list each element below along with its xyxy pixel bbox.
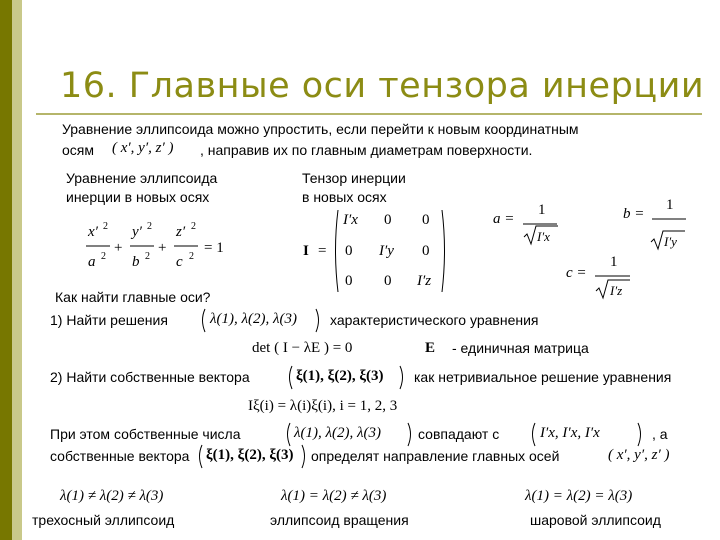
conclusion-line1-start: При этом собственные числа bbox=[50, 426, 241, 442]
tensor-label-2: в новых осях bbox=[302, 189, 387, 205]
step2-suffix: как нетривиальное решение уравнения bbox=[414, 369, 672, 385]
ellipsoid-label-1: Уравнение эллипсоида bbox=[66, 170, 218, 186]
c-den: I′z bbox=[610, 283, 623, 298]
cell-2-3: 0 bbox=[422, 243, 430, 259]
question: Как найти главные оси? bbox=[55, 289, 211, 305]
paren-left-5 bbox=[200, 445, 203, 468]
step2-vectors: ξ(1), ξ(2), ξ(3) bbox=[296, 368, 384, 384]
intro-axes: ( x′, y′, z′ ) bbox=[112, 140, 174, 156]
equals-one: = 1 bbox=[204, 240, 224, 256]
conclusion-line1-end: , а bbox=[652, 426, 668, 442]
matrix-left-bracket bbox=[336, 210, 339, 292]
step1-label: 1) Найти решения bbox=[50, 312, 168, 328]
case-1-formula: λ(1) ≠ λ(2) ≠ λ(3) bbox=[60, 488, 164, 504]
case-2-label: эллипсоид вращения bbox=[270, 512, 409, 528]
case-1-label: трехосный эллипсоид bbox=[32, 512, 175, 528]
exp-y: 2 bbox=[147, 221, 152, 232]
characteristic-equation: det ( I − λE ) = 0 bbox=[252, 340, 353, 356]
cell-3-1: 0 bbox=[345, 273, 353, 289]
c-lhs: c = bbox=[566, 265, 587, 281]
b-lhs: b = bbox=[623, 206, 645, 222]
conclusion-coincide: совпадают с bbox=[418, 426, 500, 442]
step2-label: 2) Найти собственные вектора bbox=[50, 369, 250, 385]
c-num: 1 bbox=[610, 254, 618, 270]
cell-2-1: 0 bbox=[345, 243, 353, 259]
paren-right-3 bbox=[408, 423, 411, 446]
case-3-formula: λ(1) = λ(2) = λ(3) bbox=[525, 488, 633, 504]
conclusion-axes: ( x′, y′, z′ ) bbox=[608, 447, 670, 463]
conclusion-moments: I′x, I′x, I′x bbox=[540, 425, 600, 441]
tensor-I: I bbox=[303, 243, 309, 259]
paren-left-3 bbox=[288, 423, 291, 446]
numerator-x: x′ bbox=[88, 224, 98, 240]
numerator-y: y′ bbox=[132, 224, 142, 240]
a-den: I′x bbox=[537, 229, 550, 244]
paren-right-1 bbox=[316, 309, 319, 332]
paren-left-1 bbox=[203, 309, 206, 332]
denominator-a: a bbox=[88, 254, 96, 270]
intro-line1: Уравнение эллипсоида можно упростить, если перейти к новым координатным bbox=[62, 121, 579, 137]
b-den: I′y bbox=[664, 234, 677, 249]
plus-1: + bbox=[114, 240, 123, 256]
conclusion-line2-start: собственные вектора bbox=[50, 448, 190, 464]
exp-c: 2 bbox=[189, 251, 194, 262]
case-2-formula: λ(1) = λ(2) ≠ λ(3) bbox=[281, 488, 387, 504]
plus-2: + bbox=[158, 240, 167, 256]
cell-1-1: I′x bbox=[343, 212, 358, 228]
cell-3-2: 0 bbox=[384, 273, 392, 289]
exp-b: 2 bbox=[145, 251, 150, 262]
conclusion-lambdas: λ(1), λ(2), λ(3) bbox=[294, 425, 381, 441]
numerator-z: z′ bbox=[176, 224, 186, 240]
unit-matrix-E: E bbox=[425, 340, 436, 356]
step1-suffix: характеристического уравнения bbox=[330, 312, 539, 328]
intro-line2-end: , направив их по главным диаметрам поверхности. bbox=[200, 142, 533, 158]
cell-2-2: I′y bbox=[379, 243, 394, 259]
eigen-equation: Iξ(i) = λ(i)ξ(i), i = 1, 2, 3 bbox=[248, 398, 398, 414]
tensor-equals: = bbox=[318, 243, 327, 259]
radical-c bbox=[596, 280, 630, 298]
cell-1-3: 0 bbox=[422, 212, 430, 228]
exp-a: 2 bbox=[101, 251, 106, 262]
a-num: 1 bbox=[538, 202, 546, 218]
a-lhs: a = bbox=[493, 211, 515, 227]
exp-x: 2 bbox=[103, 221, 108, 232]
paren-left-4 bbox=[533, 423, 536, 446]
denominator-b: b bbox=[132, 254, 140, 270]
cell-1-2: 0 bbox=[384, 212, 392, 228]
paren-right-2 bbox=[400, 366, 403, 389]
radical-b bbox=[651, 231, 685, 249]
matrix-right-bracket bbox=[442, 210, 445, 292]
case-3-label: шаровой эллипсоид bbox=[530, 512, 661, 528]
cell-3-3: I′z bbox=[417, 273, 432, 289]
intro-line2-start: осям bbox=[62, 142, 94, 158]
slide-title: 16. Главные оси тензора инерции bbox=[60, 66, 705, 106]
paren-right-5 bbox=[302, 445, 305, 468]
tensor-label-1: Тензор инерции bbox=[302, 170, 406, 186]
paren-right-4 bbox=[638, 423, 641, 446]
conclusion-vectors: ξ(1), ξ(2), ξ(3) bbox=[206, 447, 294, 463]
b-num: 1 bbox=[666, 197, 674, 213]
conclusion-line2-mid: определят направление главных осей bbox=[311, 448, 560, 464]
radical-a bbox=[524, 226, 558, 244]
ellipsoid-label-2: инерции в новых осях bbox=[66, 189, 210, 205]
step1-lambdas: λ(1), λ(2), λ(3) bbox=[210, 311, 297, 327]
paren-left-2 bbox=[290, 366, 293, 389]
exp-z: 2 bbox=[191, 221, 196, 232]
unit-matrix-desc: - единичная матрица bbox=[452, 340, 589, 356]
denominator-c: c bbox=[176, 254, 183, 270]
